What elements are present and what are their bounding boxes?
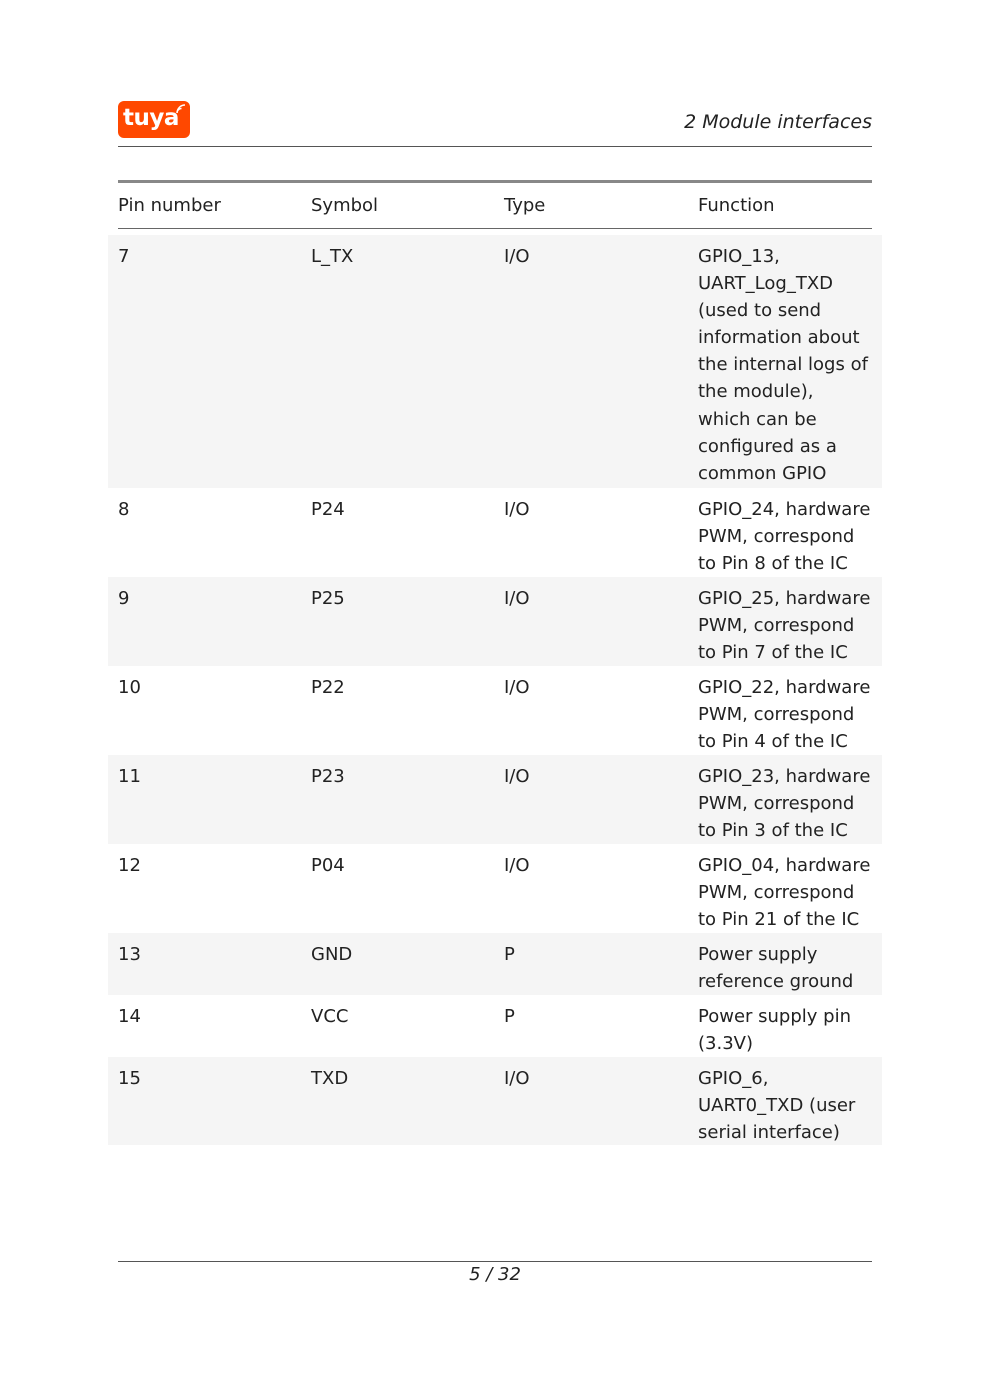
pin-number-cell: 13 — [118, 944, 141, 965]
table-row — [108, 235, 882, 488]
symbol-cell: P25 — [311, 588, 345, 609]
header-divider — [118, 146, 872, 147]
type-cell: I/O — [504, 499, 530, 520]
tuya-logo — [118, 101, 190, 138]
function-cell: Power supply reference ground — [698, 944, 854, 993]
symbol-cell: P04 — [311, 855, 345, 876]
page-number: 5 / 32 — [469, 1264, 521, 1285]
pin-number-cell: 9 — [118, 588, 130, 609]
symbol-cell: P23 — [311, 766, 345, 787]
function-cell: GPIO_24, hardware PWM, correspond to Pin 8 of the IC — [698, 499, 871, 575]
function-cell: GPIO_22, hardware PWM, correspond to Pin 4 of the IC — [698, 677, 871, 753]
table-row — [108, 844, 882, 933]
pin-number-cell: 12 — [118, 855, 141, 876]
wifi-icon — [176, 104, 186, 114]
type-cell: I/O — [504, 1068, 530, 1089]
table-header — [118, 194, 872, 229]
type-cell: I/O — [504, 588, 530, 609]
table-row — [108, 755, 882, 844]
pin-number-cell: 10 — [118, 677, 141, 698]
symbol-cell: GND — [311, 944, 353, 965]
type-cell: P — [504, 944, 515, 965]
pin-number-cell: 11 — [118, 766, 141, 787]
column-header-symbol: Symbol — [311, 195, 379, 216]
function-cell: Power supply pin (3.3V) — [698, 1006, 851, 1055]
pin-number-cell: 8 — [118, 499, 130, 520]
function-cell: GPIO_25, hardware PWM, correspond to Pin 7 of the IC — [698, 588, 871, 664]
column-header-pin-number: Pin number — [118, 195, 221, 216]
pin-number-cell: 7 — [118, 246, 130, 267]
type-cell: P — [504, 1006, 515, 1027]
table-top-rule — [118, 180, 872, 183]
table-row — [108, 995, 882, 1057]
function-cell: GPIO_23, hardware PWM, correspond to Pin 3 of the IC — [698, 766, 871, 842]
pin-number-cell: 14 — [118, 1006, 141, 1027]
table-row — [108, 577, 882, 666]
column-header-type: Type — [504, 195, 546, 216]
symbol-cell: TXD — [311, 1068, 349, 1089]
type-cell: I/O — [504, 766, 530, 787]
footer-divider — [118, 1261, 872, 1262]
logo-text: tuya — [123, 104, 179, 131]
table-row — [108, 933, 882, 995]
table-row — [108, 666, 882, 755]
symbol-cell: VCC — [311, 1006, 349, 1027]
pin-number-cell: 15 — [118, 1068, 141, 1089]
symbol-cell: P22 — [311, 677, 345, 698]
pin-table-body — [108, 235, 882, 1145]
column-header-function: Function — [698, 195, 775, 216]
table-row — [108, 1057, 882, 1145]
function-cell: GPIO_13, UART_Log_TXD (used to send information about the internal logs of the module), which can be configured as a common GPIO — [698, 246, 868, 484]
function-cell: GPIO_04, hardware PWM, correspond to Pin 21 of the IC — [698, 855, 871, 931]
type-cell: I/O — [504, 855, 530, 876]
section-title: 2 Module interfaces — [684, 111, 872, 133]
symbol-cell: P24 — [311, 499, 345, 520]
symbol-cell: L_TX — [311, 246, 354, 267]
type-cell: I/O — [504, 677, 530, 698]
type-cell: I/O — [504, 246, 530, 267]
table-row — [108, 488, 882, 577]
function-cell: GPIO_6, UART0_TXD (user serial interface) — [698, 1068, 856, 1144]
